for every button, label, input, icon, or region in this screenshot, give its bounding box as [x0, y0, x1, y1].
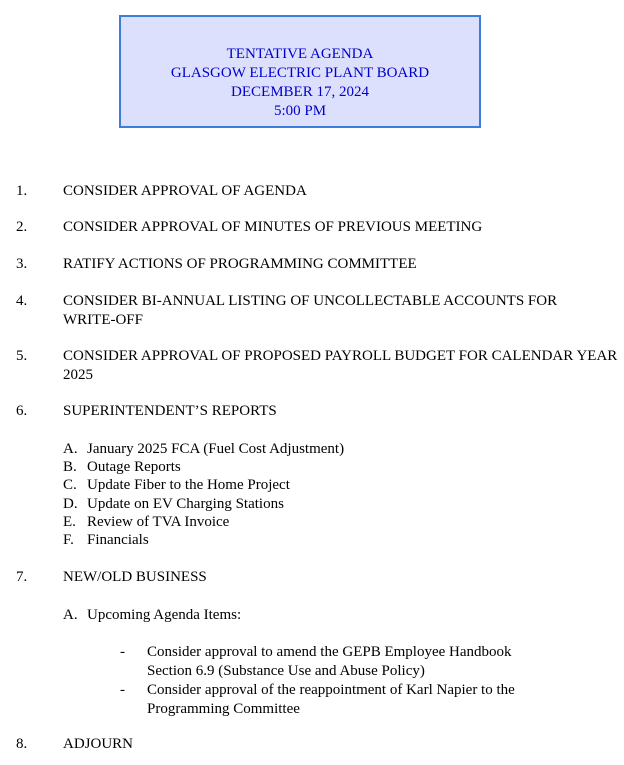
agenda-item-text: NEW/OLD BUSINESS	[63, 569, 207, 585]
bullet-item	[120, 681, 600, 719]
list-item-text: Review of TVA Invoice	[87, 513, 230, 530]
agenda-item-text: CONSIDER BI-ANNUAL LISTING OF UNCOLLECTABLE ACCOUNTS FOR WRITE-OFF	[63, 293, 558, 328]
agenda-item-text: SUPERINTENDENT’S REPORTS	[63, 403, 277, 419]
list-item-letter: D.	[63, 495, 78, 512]
agenda-item-number: 2.	[16, 219, 28, 235]
agenda-item-number: 1.	[16, 183, 28, 199]
bullet-text: Consider approval to amend the GEPB Employee Handbook Section 6.9 (Substance Use and Abuse Policy)	[147, 644, 512, 679]
header-organization: GLASGOW ELECTRIC PLANT BOARD	[170, 65, 430, 81]
header-time: 5:00 PM	[273, 103, 327, 119]
bullet-item	[120, 643, 600, 681]
list-item-letter: F.	[63, 531, 74, 548]
list-item-letter: E.	[63, 513, 76, 530]
bullet-text: Consider approval of the reappointment of Karl Napier to the Programming Committee	[147, 682, 515, 717]
agenda-item-text: RATIFY ACTIONS OF PROGRAMMING COMMITTEE	[63, 256, 417, 272]
agenda-item-number: 5.	[16, 348, 28, 364]
list-item-letter: A.	[63, 607, 78, 623]
list-item-text: Update on EV Charging Stations	[87, 495, 284, 512]
list-item-text: Upcoming Agenda Items:	[87, 607, 242, 623]
list-item-text: January 2025 FCA (Fuel Cost Adjustment)	[87, 441, 345, 457]
bullet-dash: -	[120, 644, 125, 660]
agenda-item-number: 7.	[16, 569, 28, 585]
header-title: TENTATIVE AGENDA	[226, 46, 374, 62]
bullet-dash: -	[120, 682, 125, 698]
agenda-item-number: 6.	[16, 403, 28, 419]
list-item-text: Update Fiber to the Home Project	[87, 477, 290, 494]
list-item-letter: C.	[63, 477, 77, 494]
list-item-text: Outage Reports	[87, 459, 181, 476]
agenda-item-text: CONSIDER APPROVAL OF MINUTES OF PREVIOUS MEETING	[63, 219, 483, 235]
list-item-letter: B.	[63, 459, 77, 476]
header-date: DECEMBER 17, 2024	[231, 84, 369, 100]
list-item-text: Financials	[87, 531, 149, 548]
agenda-item-text: ADJOURN	[63, 736, 134, 752]
agenda-item-number: 8.	[16, 736, 28, 752]
agenda-header-box	[119, 15, 481, 128]
upcoming-agenda-bullets	[120, 643, 600, 719]
list-item-letter: A.	[63, 441, 78, 457]
agenda-item-number: 4.	[16, 293, 28, 309]
agenda-item-text: CONSIDER APPROVAL OF AGENDA	[63, 183, 307, 199]
agenda-item-number: 3.	[16, 256, 28, 272]
agenda-item-text: CONSIDER APPROVAL OF PROPOSED PAYROLL BUDGET FOR CALENDAR YEAR 2025	[63, 348, 618, 383]
